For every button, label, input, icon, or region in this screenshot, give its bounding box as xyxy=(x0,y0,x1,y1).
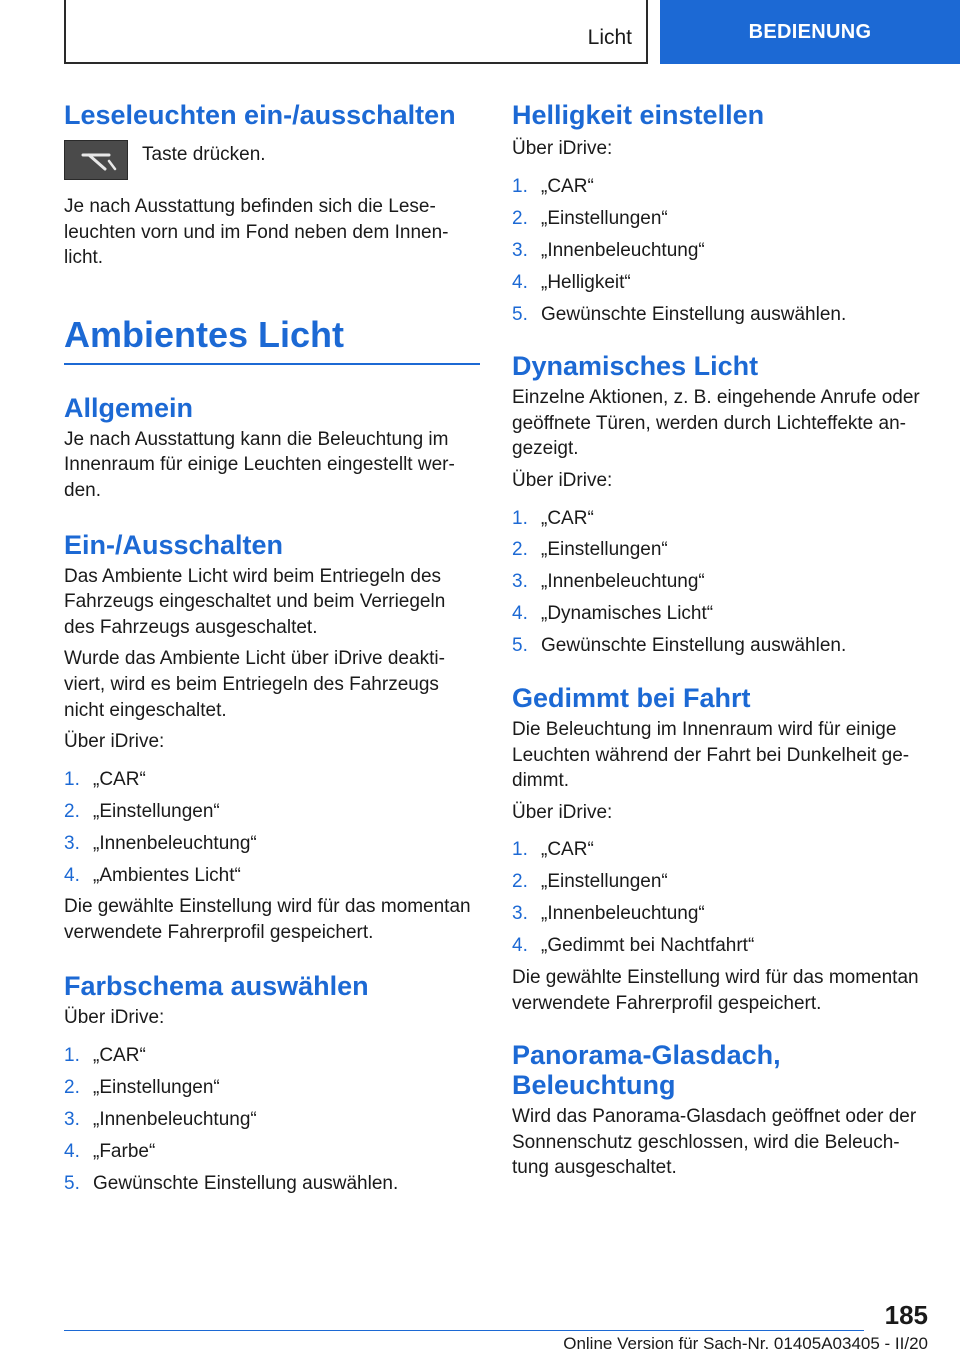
list-item xyxy=(512,506,928,532)
brightness-steps xyxy=(512,174,928,328)
step-text: „Einstellungen“ xyxy=(93,1077,220,1099)
dynamic-light-heading: Dynamisches Licht xyxy=(512,351,759,382)
step-number: 1. xyxy=(512,839,528,861)
list-item xyxy=(512,901,928,927)
general-heading: Allgemein xyxy=(64,392,194,423)
dimmed-driving-steps xyxy=(512,837,928,959)
list-item xyxy=(64,1171,480,1197)
reading-light-key-text: Taste drücken. xyxy=(142,144,266,165)
step-text: „Innenbeleuchtung“ xyxy=(541,239,705,261)
step-number: 3. xyxy=(512,903,528,925)
list-item xyxy=(512,174,928,200)
list-item xyxy=(512,933,928,959)
reading-lights-heading: Leseleuchten ein-/ausschalten xyxy=(64,100,456,130)
list-item xyxy=(512,270,928,296)
list-item xyxy=(64,1043,480,1069)
step-text: „Farbe“ xyxy=(93,1141,156,1162)
list-item xyxy=(512,302,928,328)
general-body: Je nach Ausstattung kann die Beleuchtung im Innenraum für einige Leuchten eingestellt wer-den. xyxy=(64,428,455,501)
dynamic-light-paragraph-1: Einzelne Aktionen, z. B. eingehende Anrufe oder geöffnete Türen, werden durch Lichteffekte an-gezeigt. xyxy=(512,387,920,460)
reading-light-icon xyxy=(64,140,128,180)
list-item xyxy=(512,601,928,627)
step-text: „CAR“ xyxy=(541,507,594,529)
list-item xyxy=(512,633,928,659)
step-text: Gewünschte Einstellung auswählen. xyxy=(93,1172,399,1194)
reading-light-key-row xyxy=(64,138,480,180)
list-item xyxy=(512,569,928,595)
dimmed-driving-paragraph-1: Die Beleuchtung im Innenraum wird für einige Leuchten während der Fahrt bei Dunkelheit ge-dimmt. xyxy=(512,719,910,792)
list-item xyxy=(512,206,928,232)
color-scheme-heading: Farbschema auswählen xyxy=(64,971,369,1002)
dynamic-light-paragraph-2: Über iDrive: xyxy=(512,469,613,491)
step-number: 5. xyxy=(512,635,528,657)
step-text: „Innenbeleuchtung“ xyxy=(93,1109,257,1131)
step-number: 4. xyxy=(64,1141,80,1162)
step-number: 2. xyxy=(512,207,528,229)
step-text: „Helligkeit“ xyxy=(541,271,631,293)
onoff-paragraph-4: Die gewählte Einstellung wird für das momentan verwendete Fahrerprofil gespeichert. xyxy=(64,896,471,943)
list-item xyxy=(64,1075,480,1101)
step-text: „Innenbeleuchtung“ xyxy=(541,903,705,925)
step-number: 2. xyxy=(64,1077,80,1099)
brightness-heading: Helligkeit einstellen xyxy=(512,100,765,130)
step-text: „Dynamisches Licht“ xyxy=(541,603,714,625)
onoff-steps xyxy=(64,767,480,889)
list-item xyxy=(64,767,480,793)
list-item xyxy=(64,831,480,857)
onoff-paragraph-2: Wurde das Ambiente Licht über iDrive deakti-viert, wird es beim Entriegeln des Fahrzeugs nicht eingeschaltet. xyxy=(64,648,445,721)
step-text: „Einstellungen“ xyxy=(541,539,668,561)
step-text: Gewünschte Einstellung auswählen. xyxy=(541,303,847,325)
header-section-title: Licht xyxy=(587,26,632,49)
list-item xyxy=(64,863,480,889)
footer-divider xyxy=(64,1330,864,1331)
step-number: 2. xyxy=(512,539,528,561)
list-item xyxy=(512,238,928,264)
dimmed-driving-heading: Gedimmt bei Fahrt xyxy=(512,683,751,714)
onoff-paragraph-1: Das Ambiente Licht wird beim Entriegeln des Fahrzeugs eingeschaltet und beim Verriegeln des Fahrzeugs ausgeschaltet. xyxy=(64,565,446,638)
page-header xyxy=(0,0,960,66)
step-number: 2. xyxy=(512,871,528,893)
step-number: 3. xyxy=(512,239,528,261)
step-text: „Ambientes Licht“ xyxy=(93,864,241,886)
header-section-box xyxy=(64,0,648,64)
step-number: 4. xyxy=(512,935,528,957)
step-number: 5. xyxy=(64,1172,80,1194)
step-text: „Innenbeleuchtung“ xyxy=(541,571,705,593)
list-item xyxy=(64,1107,480,1133)
list-item xyxy=(512,869,928,895)
left-column xyxy=(64,100,480,1203)
dimmed-driving-paragraph-3: Die gewählte Einstellung wird für das momentan verwendete Fahrerprofil gespeichert. xyxy=(512,966,919,1014)
step-number: 5. xyxy=(512,303,528,325)
step-text: „CAR“ xyxy=(93,1045,146,1067)
footer-online-version: Online Version für Sach-Nr. 01405A03405 - II/20 xyxy=(563,1334,928,1353)
onoff-heading: Ein-/Ausschalten xyxy=(64,529,284,560)
list-item xyxy=(64,799,480,825)
right-column xyxy=(512,100,928,1181)
step-text: „CAR“ xyxy=(541,839,594,861)
step-text: „Gedimmt bei Nachtfahrt“ xyxy=(541,935,755,957)
step-number: 2. xyxy=(64,800,80,822)
header-chapter-tab: BEDIENUNG xyxy=(660,0,960,64)
step-number: 1. xyxy=(64,1045,80,1067)
list-item xyxy=(64,1139,480,1165)
list-item xyxy=(512,837,928,863)
step-text: „CAR“ xyxy=(541,175,594,197)
onoff-paragraph-3: Über iDrive: xyxy=(64,731,165,753)
page-number: 185 xyxy=(884,1300,928,1330)
step-text: „Einstellungen“ xyxy=(93,800,220,822)
step-number: 1. xyxy=(512,175,528,197)
step-number: 4. xyxy=(64,864,80,886)
dynamic-light-steps xyxy=(512,506,928,660)
color-scheme-steps xyxy=(64,1043,480,1197)
dimmed-driving-paragraph-2: Über iDrive: xyxy=(512,801,613,823)
reading-lights-body: Je nach Ausstattung befinden sich die Lese-leuchten vorn und im Fond neben dem Innen-licht. xyxy=(64,196,449,269)
step-number: 1. xyxy=(512,507,528,529)
color-scheme-paragraph: Über iDrive: xyxy=(64,1007,165,1029)
step-text: „Einstellungen“ xyxy=(541,871,668,893)
step-number: 1. xyxy=(64,768,80,790)
step-text: „Einstellungen“ xyxy=(541,207,668,229)
brightness-paragraph: Über iDrive: xyxy=(512,138,613,159)
step-number: 3. xyxy=(64,1109,80,1131)
panorama-paragraph: Wird das Panorama-Glasdach geöffnet oder der Sonnenschutz geschlossen, wird die Beleuch-tung ausgeschaltet. xyxy=(512,1106,917,1179)
step-number: 4. xyxy=(512,603,528,625)
step-number: 3. xyxy=(64,832,80,854)
step-number: 3. xyxy=(512,571,528,593)
ambient-light-heading: Ambientes Licht xyxy=(64,313,480,365)
step-number: 4. xyxy=(512,271,528,293)
step-text: „CAR“ xyxy=(93,768,146,790)
step-text: Gewünschte Einstellung auswählen. xyxy=(541,635,847,657)
panorama-heading: Panorama-Glasdach, Beleuchtung xyxy=(512,1040,781,1101)
step-text: „Innenbeleuchtung“ xyxy=(93,832,257,854)
list-item xyxy=(512,537,928,563)
